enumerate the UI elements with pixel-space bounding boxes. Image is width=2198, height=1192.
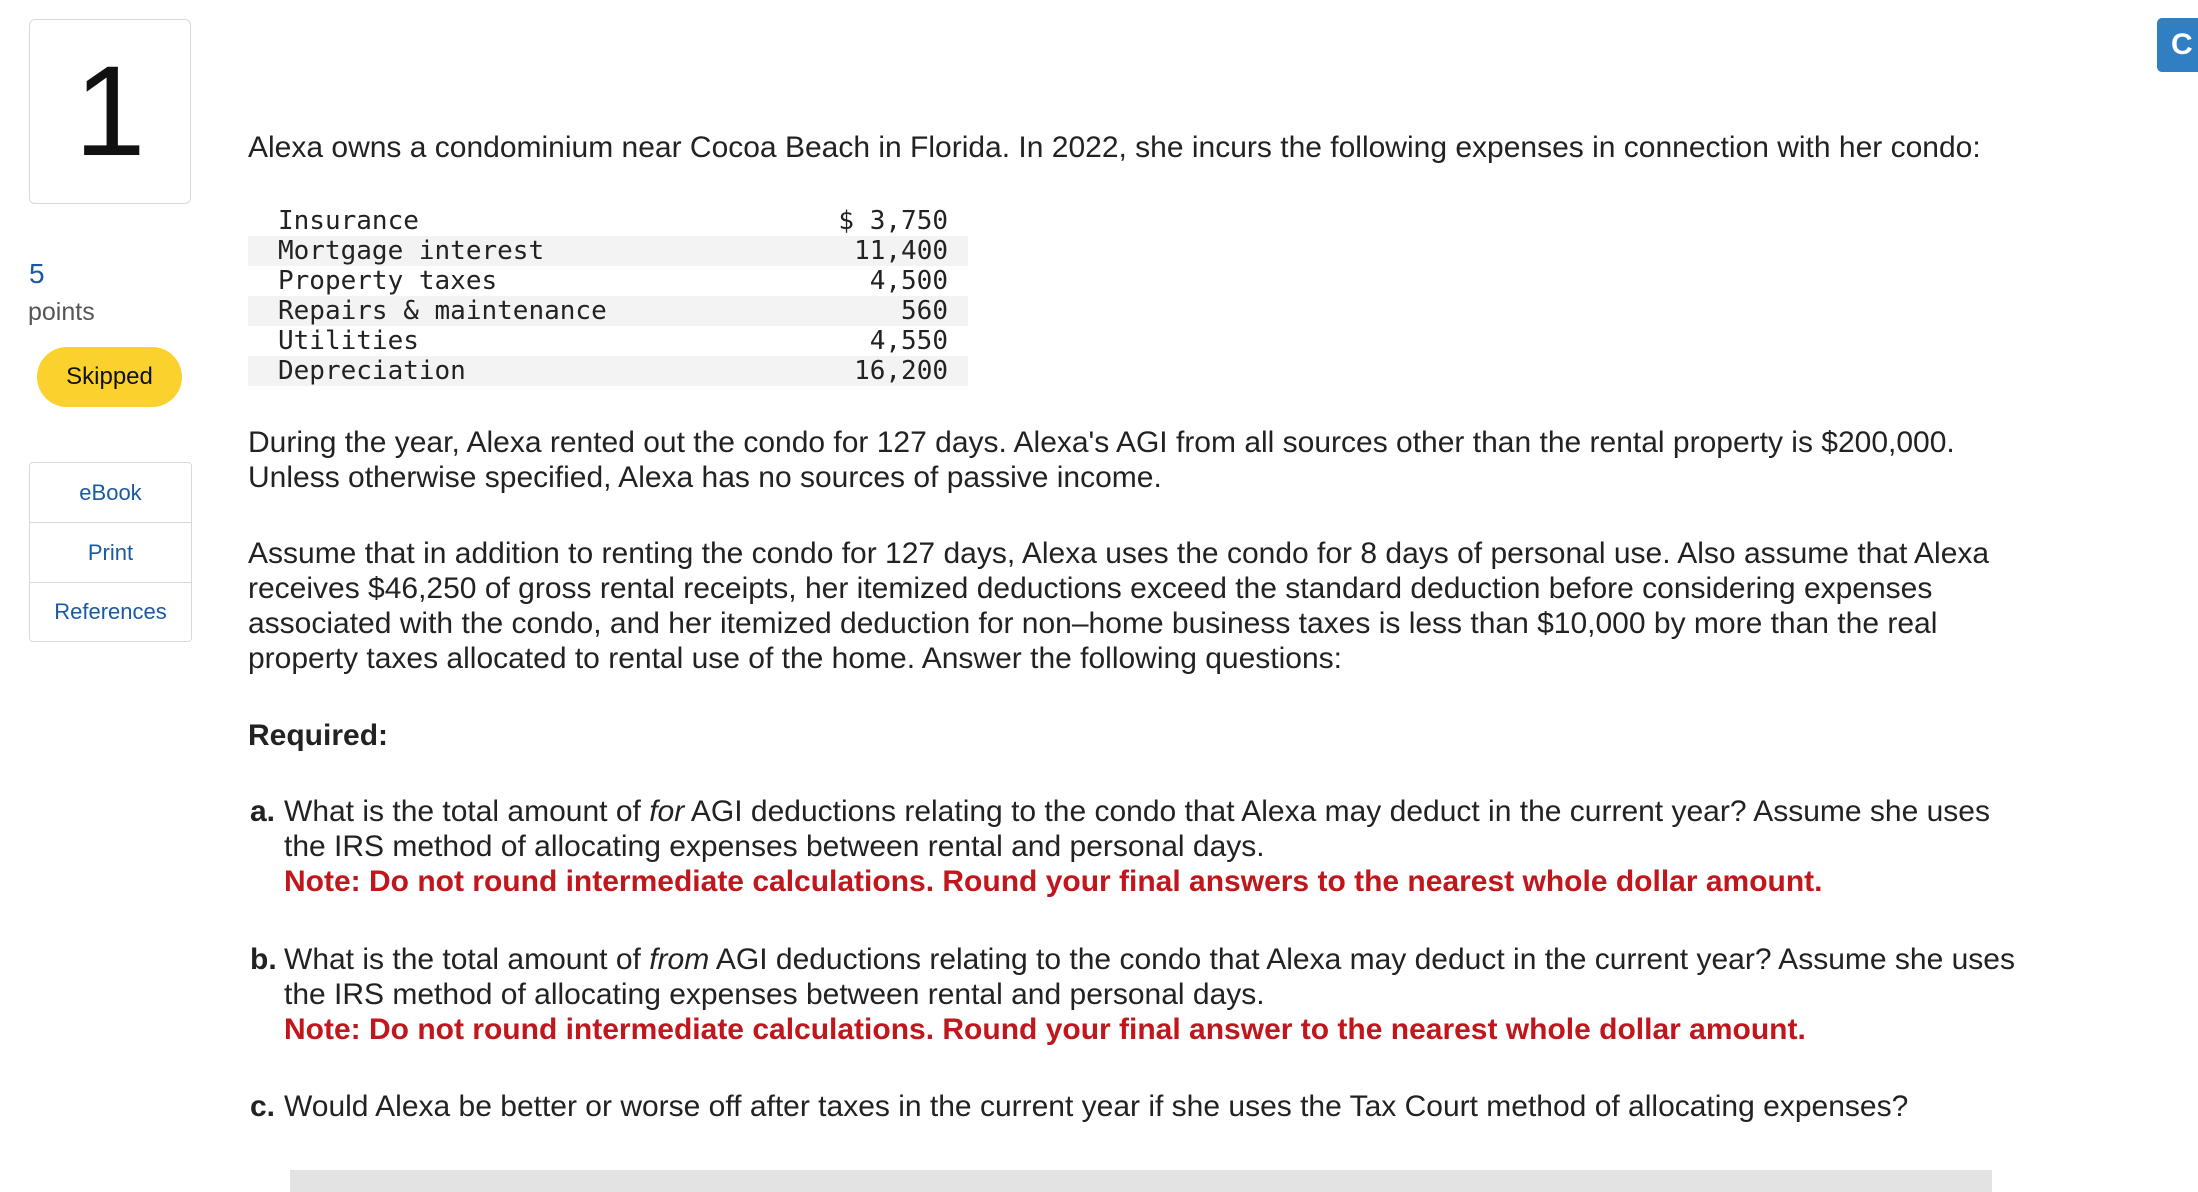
required-heading: Required:	[248, 719, 389, 752]
question-letter: b.	[250, 943, 277, 976]
ebook-link[interactable]: eBook	[30, 463, 191, 523]
question-number: 1	[29, 19, 191, 204]
rental-line-2: Unless otherwise specified, Alexa has no sources of passive income.	[248, 461, 1162, 494]
expense-amount: 4,550	[869, 326, 948, 356]
assumption-line: Assume that in addition to renting the condo for 127 days, Alexa uses the condo for 8 days of personal use. Also assume that Alexa	[248, 537, 1990, 570]
expense-amount: 11,400	[778, 236, 968, 266]
rental-paragraph	[248, 425, 1955, 495]
question-letter: a.	[250, 795, 276, 828]
table-row	[248, 206, 968, 236]
question-text: What is the total amount of	[284, 943, 650, 976]
question-a	[248, 794, 2118, 899]
rental-line-1: During the year, Alexa rented out the condo for 127 days. Alexa's AGI from all sources other than the rental property is $200,000.	[248, 426, 1955, 459]
rounding-note: Note: Do not round intermediate calculations. Round your final answer to the nearest whole dollar amount.	[284, 1013, 1806, 1046]
question-emphasis: from	[649, 943, 710, 976]
expense-amount: 4,500	[869, 266, 948, 296]
expense-amount: $ 3,750	[838, 206, 948, 236]
expense-amount: 16,200	[778, 356, 968, 386]
rounding-note: Note: Do not round intermediate calculations. Round your final answers to the nearest whole dollar amount.	[284, 865, 1823, 898]
table-row	[248, 236, 968, 266]
question-text: the IRS method of allocating expenses between rental and personal days.	[284, 830, 1265, 863]
question-letter: c.	[250, 1090, 276, 1123]
question-text: What is the total amount of	[284, 795, 650, 828]
points-label: points	[28, 298, 95, 326]
print-link[interactable]: Print	[30, 523, 191, 583]
question-text: AGI deductions relating to the condo that Alexa may deduct in the current year? Assume she uses	[709, 943, 2015, 976]
expense-label: Property taxes	[278, 266, 498, 296]
question-emphasis: for	[649, 795, 685, 828]
points-value: 5	[29, 258, 45, 289]
table-row	[248, 266, 968, 296]
tools-panel	[29, 462, 192, 642]
status-badge: Skipped	[37, 347, 182, 407]
intro-text: Alexa owns a condominium near Cocoa Beach in Florida. In 2022, she incurs the following expenses in connection with her condo:	[248, 131, 1981, 164]
expense-amount: 560	[778, 296, 968, 326]
expense-label: Repairs & maintenance	[248, 296, 778, 326]
table-row	[248, 356, 968, 386]
expense-label: Mortgage interest	[248, 236, 778, 266]
question-text: Would Alexa be better or worse off after taxes in the current year if she uses the Tax Court method of allocating expenses?	[284, 1090, 1909, 1123]
references-link[interactable]: References	[54, 599, 167, 624]
assumption-line: associated with the condo, and her itemized deduction for non–home business taxes is less than $10,000 by more than the real	[248, 607, 1938, 640]
question-text: AGI deductions relating to the condo that Alexa may deduct in the current year? Assume she uses	[684, 795, 1990, 828]
expense-label: Utilities	[278, 326, 419, 356]
assumptions-paragraph	[248, 536, 1989, 676]
expense-label: Insurance	[278, 206, 419, 236]
question-b	[248, 942, 2118, 1047]
assumption-line: property taxes allocated to rental use of the home. Answer the following questions:	[248, 642, 1342, 675]
expense-label: Depreciation	[248, 356, 778, 386]
answer-tabs-bar	[290, 1170, 1992, 1192]
expenses-table	[248, 206, 968, 386]
question-c	[248, 1089, 2118, 1124]
assumption-line: receives $46,250 of gross rental receipts, her itemized deductions exceed the standard deduction before considering expenses	[248, 572, 1933, 605]
table-row	[248, 296, 968, 326]
corner-button[interactable]: C	[2157, 18, 2198, 72]
question-text: the IRS method of allocating expenses between rental and personal days.	[284, 978, 1265, 1011]
table-row	[248, 326, 968, 356]
